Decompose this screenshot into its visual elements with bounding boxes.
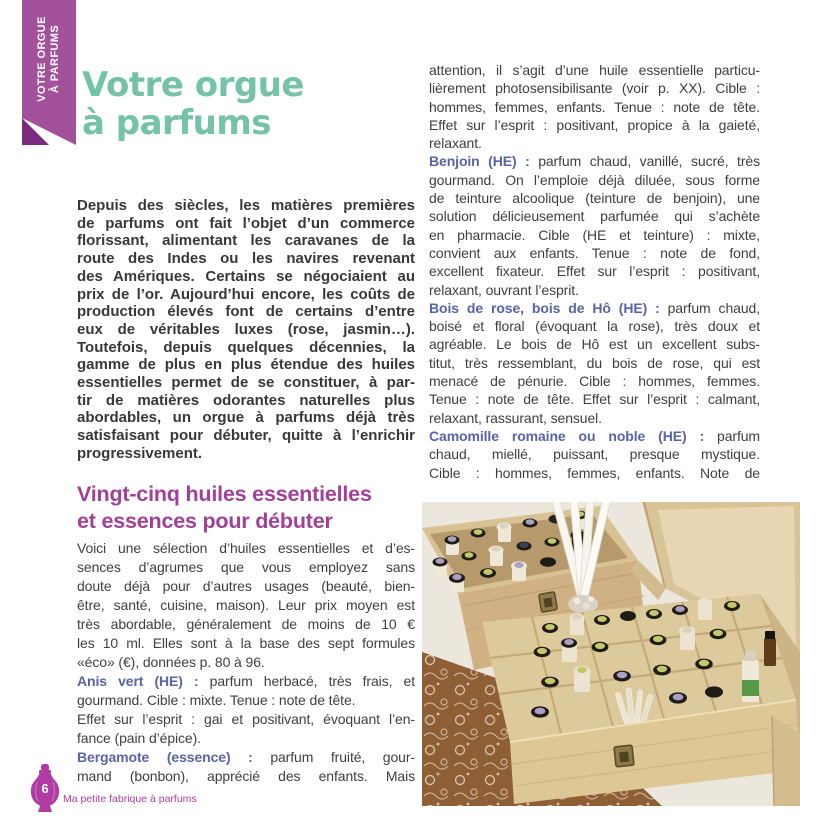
- paragraph-bergamote-continued: [429, 61, 760, 152]
- paragraph-selection-intro: [77, 539, 415, 672]
- oil-name-lead: Bois de rose, bois de Hô (HE) :: [429, 299, 668, 316]
- text-line: sences d’agrumes que vous employez sans: [77, 559, 415, 575]
- clasp-main-box: [614, 745, 634, 767]
- oil-name-lead: Benjoin (HE) :: [429, 153, 539, 170]
- clasp-back-box: [539, 592, 558, 613]
- entry-bois-de-rose: [429, 299, 760, 427]
- text-line: Cible : hommes, femmes, enfants. Note de: [429, 464, 760, 481]
- text-line: relaxant, rassurant, sensuel.: [429, 409, 602, 426]
- text-line: Depuis des siècles, les matières premières: [77, 197, 415, 214]
- text-line: florissant, alimentant les caravanes de la: [77, 232, 415, 250]
- text-line: abordables, un orgue à parfums déjà très: [77, 409, 415, 427]
- text-line: Bergamote (essence) : parfum fruité, gour-: [77, 749, 415, 765]
- section-heading: [77, 481, 422, 535]
- text-line: lièrement photosensibilisante (voir p. XX). Cible :: [429, 80, 760, 97]
- text-line: doute déjà pour d’autres usages (beauté, bien-: [77, 578, 415, 594]
- essential-oils-photo: [422, 502, 800, 806]
- text-line: gourmand. On l’emploie déjà diluée, sous forme: [429, 171, 760, 188]
- entry-benjoin: [429, 152, 760, 298]
- text-line: agréable. Le bois de Hô est un excellent subs-: [429, 336, 760, 353]
- text-line: convient aux enfants. Tenue : note de fond,: [429, 244, 760, 261]
- text-line: solution délicieusement parfumée qui s’achète: [429, 208, 760, 225]
- text-line: eux de véritables luxes (rose, jasmin…).: [77, 320, 415, 338]
- text-line: de parfums ont fait l’objet d’un commerce: [77, 214, 415, 232]
- chapter-ribbon-label: [22, 0, 76, 118]
- page-title-line-1: Votre orgue: [82, 65, 304, 105]
- text-line: de teinture alcoolique (teinture de benjoin), une: [429, 190, 760, 207]
- text-line: Vingt-cinq huiles essentielles: [77, 482, 372, 506]
- text-line: excellent fixateur. Effet sur l’esprit : positivant,: [429, 263, 760, 280]
- text-line: Bois de rose, bois de Hô (HE) : parfum chaud,: [429, 299, 760, 316]
- text-line: mand (bonbon), apprécié des enfants. Mais: [77, 768, 415, 784]
- text-line: route des Indes ou les navires revenant: [77, 250, 415, 268]
- page-title-line-2: à parfums: [82, 103, 271, 143]
- text-line: titut, très ressemblant, du bois de rose, qui est: [429, 354, 760, 371]
- text-line: Benjoin (HE) : parfum chaud, vanillé, sucré, très: [429, 153, 760, 170]
- text-line: attention, il s’agit d’une huile essentielle particu-: [429, 62, 760, 78]
- oil-name-lead: Camomille romaine ou noble (HE) :: [429, 427, 718, 444]
- text-line: Anis vert (HE) : parfum herbacé, très frais, et: [77, 673, 415, 689]
- text-line: les 10 ml. Elles sont à la base des sept formules: [77, 635, 415, 651]
- entry-bergamote: [77, 748, 415, 786]
- intro-paragraph: [77, 197, 415, 463]
- text-line: Effet sur l’esprit : gai et positivant, évoquant l’en-: [77, 711, 415, 727]
- text-line: boisé et floral (évoquant la rose), très doux et: [429, 318, 760, 335]
- page-number: 6: [41, 781, 49, 796]
- text-line: en pharmacie. Cible (HE et teinture) : mixte,: [429, 226, 760, 243]
- text-line: Tenue : note de tête. Effet sur l’esprit : calmant,: [429, 391, 760, 408]
- text-line: très abordable, généralement de moins de 10 €: [77, 616, 415, 632]
- oil-name-lead: Anis vert (HE) :: [77, 673, 210, 689]
- text-line: gamme de plus en plus étendue des huiles: [77, 356, 415, 374]
- entry-anis-vert: [77, 672, 415, 748]
- text-line: progressivement.: [77, 444, 203, 462]
- entry-camomille: [429, 427, 760, 482]
- ribbon-line-2: À PARFUMS: [49, 24, 61, 94]
- text-line: chaud, miellé, puissant, presque mystique.: [429, 446, 760, 463]
- text-line: fance (pain d’épice).: [77, 730, 201, 746]
- text-line: «éco» (€), données p. 80 à 96.: [77, 654, 265, 670]
- text-line: prix de l’or. Aujourd’hui encore, les coûts de: [77, 285, 415, 303]
- text-line: être, santé, cuisine, maison). Leur prix moyen est: [77, 597, 415, 613]
- text-line: Voici une sélection d’huiles essentielles et d’es-: [77, 540, 415, 556]
- text-line: essentielles permet de se constituer, à par-: [77, 374, 415, 392]
- text-line: Camomille romaine ou noble (HE) : parfum: [429, 427, 760, 444]
- text-line: Toutefois, depuis quelques décennies, la: [77, 338, 415, 356]
- text-line: satisfaisant pour débuter, quitte à l’enrichir: [77, 427, 415, 445]
- ribbon-line-1: VOTRE ORGUE: [36, 16, 48, 102]
- text-line: et essences pour débuter: [77, 509, 333, 533]
- text-line: hommes, femmes, enfants. Tenue : note de tête.: [429, 98, 760, 115]
- text-line: tir de matières odorantes naturelles plus: [77, 391, 415, 409]
- oil-name-lead: Bergamote (essence) :: [77, 749, 271, 765]
- page-title: [82, 66, 304, 142]
- text-line: menacé de pénurie. Cible : hommes, femmes.: [429, 373, 760, 390]
- text-line: gourmand. Cible : mixte. Tenue : note de tête.: [77, 692, 356, 708]
- text-line: relaxant, ouvrant l’esprit.: [429, 281, 579, 298]
- left-column: [77, 539, 415, 786]
- text-line: relaxant.: [429, 135, 482, 152]
- text-line: production élevés font de certains d’entre: [77, 303, 415, 321]
- right-column: [429, 61, 760, 482]
- book-title: Ma petite fabrique à parfums: [63, 793, 197, 805]
- text-line: Effet sur l’esprit : positivant, propice à la gaieté,: [429, 116, 760, 133]
- text-line: des Amériques. Certains se négociaient au: [77, 267, 415, 285]
